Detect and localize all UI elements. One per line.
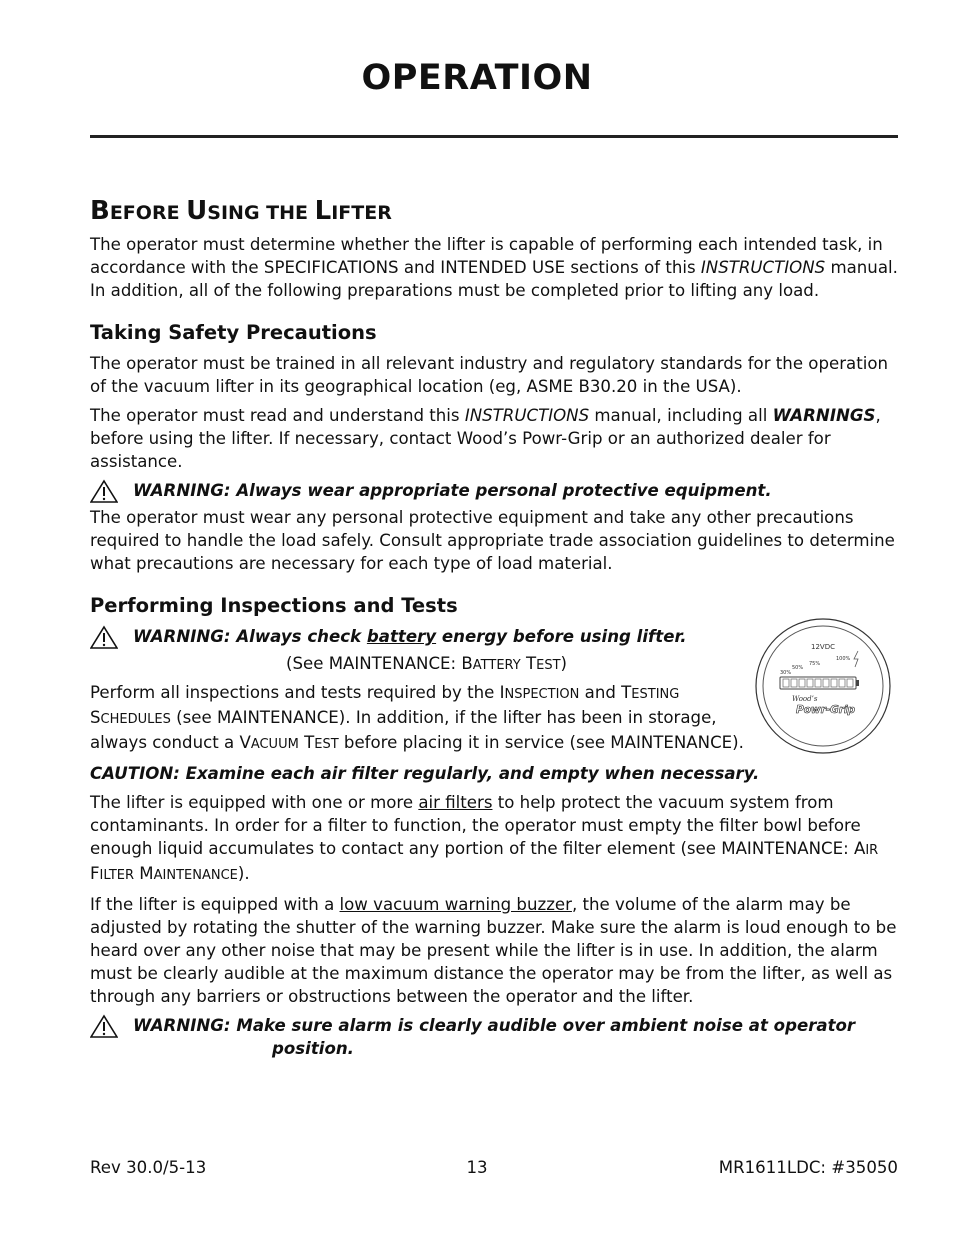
footer-revision: Rev 30.0/5-13 [90,1158,207,1177]
gauge-tick-label: 100% [836,656,851,662]
gauge-tick-label: 50% [792,665,804,671]
warning-alarm: WARNING: Make sure alarm is clearly audible over ambient noise at operator position. [90,1014,898,1060]
footer-page-number: 13 [466,1158,488,1177]
inspections-paragraph-2: The lifter is equipped with one or more air filters to help protect the vacuum system from contaminants. In order for a filter to function, the operator must empty the filter bowl before enough liquid accumulates to contact any portion of the filter element (see MAINTENANCE: AIR FILTER MAINTENANCE). [90,793,879,883]
gauge-tick-label: 30% [780,670,792,676]
warning-buzzer-link[interactable]: low vacuum warning buzzer [339,895,572,914]
warning-triangle-icon [90,479,118,503]
page-title: OPERATION [361,58,593,98]
warning-triangle-icon [90,1014,118,1038]
inspections-heading: Performing Inspections and Tests [90,594,458,617]
title-rule [90,135,898,138]
safety-paragraph-2: The operator must read and understand this INSTRUCTIONS manual, including all WARNINGS, before using the lifter. If necessary, contact Wood’s Powr-Grip or an authorized dealer for assistance. [90,406,881,471]
battery-test-reference: (See MAINTENANCE: BATTERY TEST) [286,654,568,673]
gauge-brand-top: Wood’s [792,695,818,703]
section-heading: BEFORE USING THE LIFTER [90,196,392,226]
safety-heading: Taking Safety Precautions [90,321,377,344]
gauge-voltage-label: 12VDC [811,643,835,651]
inspections-paragraph-3: If the lifter is equipped with a low vacuum warning buzzer, the volume of the alarm may be adjusted by rotating the shutter of the warning buzzer. Make sure the alarm is loud enough to be heard over any other noise that may be present while the lifter is in use. In addition, the alarm must be clearly audible at the maximum distance the operator may be from the lifter, as well as through any barriers or obstructions between the operator and the lifter. [90,895,897,1006]
air-filters-link[interactable]: air filters [418,793,493,812]
footer-document-id: MR1611LDC: #35050 [718,1158,898,1177]
intro-paragraph: The operator must determine whether the lifter is capable of performing each intended task, in accordance with the SPECIFICATIONS and INTENDED USE sections of this INSTRUCTIONS manual. In addition, all of the following preparations must be completed prior to lifting any load. [90,235,898,300]
warning-ppe: WARNING: Always wear appropriate personal protective equipment. [90,479,898,502]
battery-gauge-image [754,617,892,755]
safety-paragraph-3: The operator must wear any personal protective equipment and take any other precautions required to handle the load safely. Consult appropriate trade association guidelines to determine what precautions are necessary for each type of load material. [90,508,895,573]
safety-paragraph-1: The operator must be trained in all relevant industry and regulatory standards for the operation of the vacuum lifter in its geographical location (eg, ASME B30.20 in the USA). [90,354,888,396]
caution-air-filter: CAUTION: Examine each air filter regularly, and empty when necessary. [90,764,760,783]
inspections-paragraph-1: Perform all inspections and tests required by the INSPECTION and TESTING SCHEDULES (see MAINTENANCE). In addition, if the lifter has been in storage, always conduct a VACUUM TEST before placing it in service (see MAINTENANCE). [90,683,744,752]
battery-link[interactable]: battery [366,627,437,646]
warning-triangle-icon [90,625,118,649]
gauge-tick-label: 75% [809,661,821,667]
gauge-brand: Powr-Grip [796,704,856,716]
warning-battery: WARNING: Always check battery energy before using lifter. [90,625,898,648]
